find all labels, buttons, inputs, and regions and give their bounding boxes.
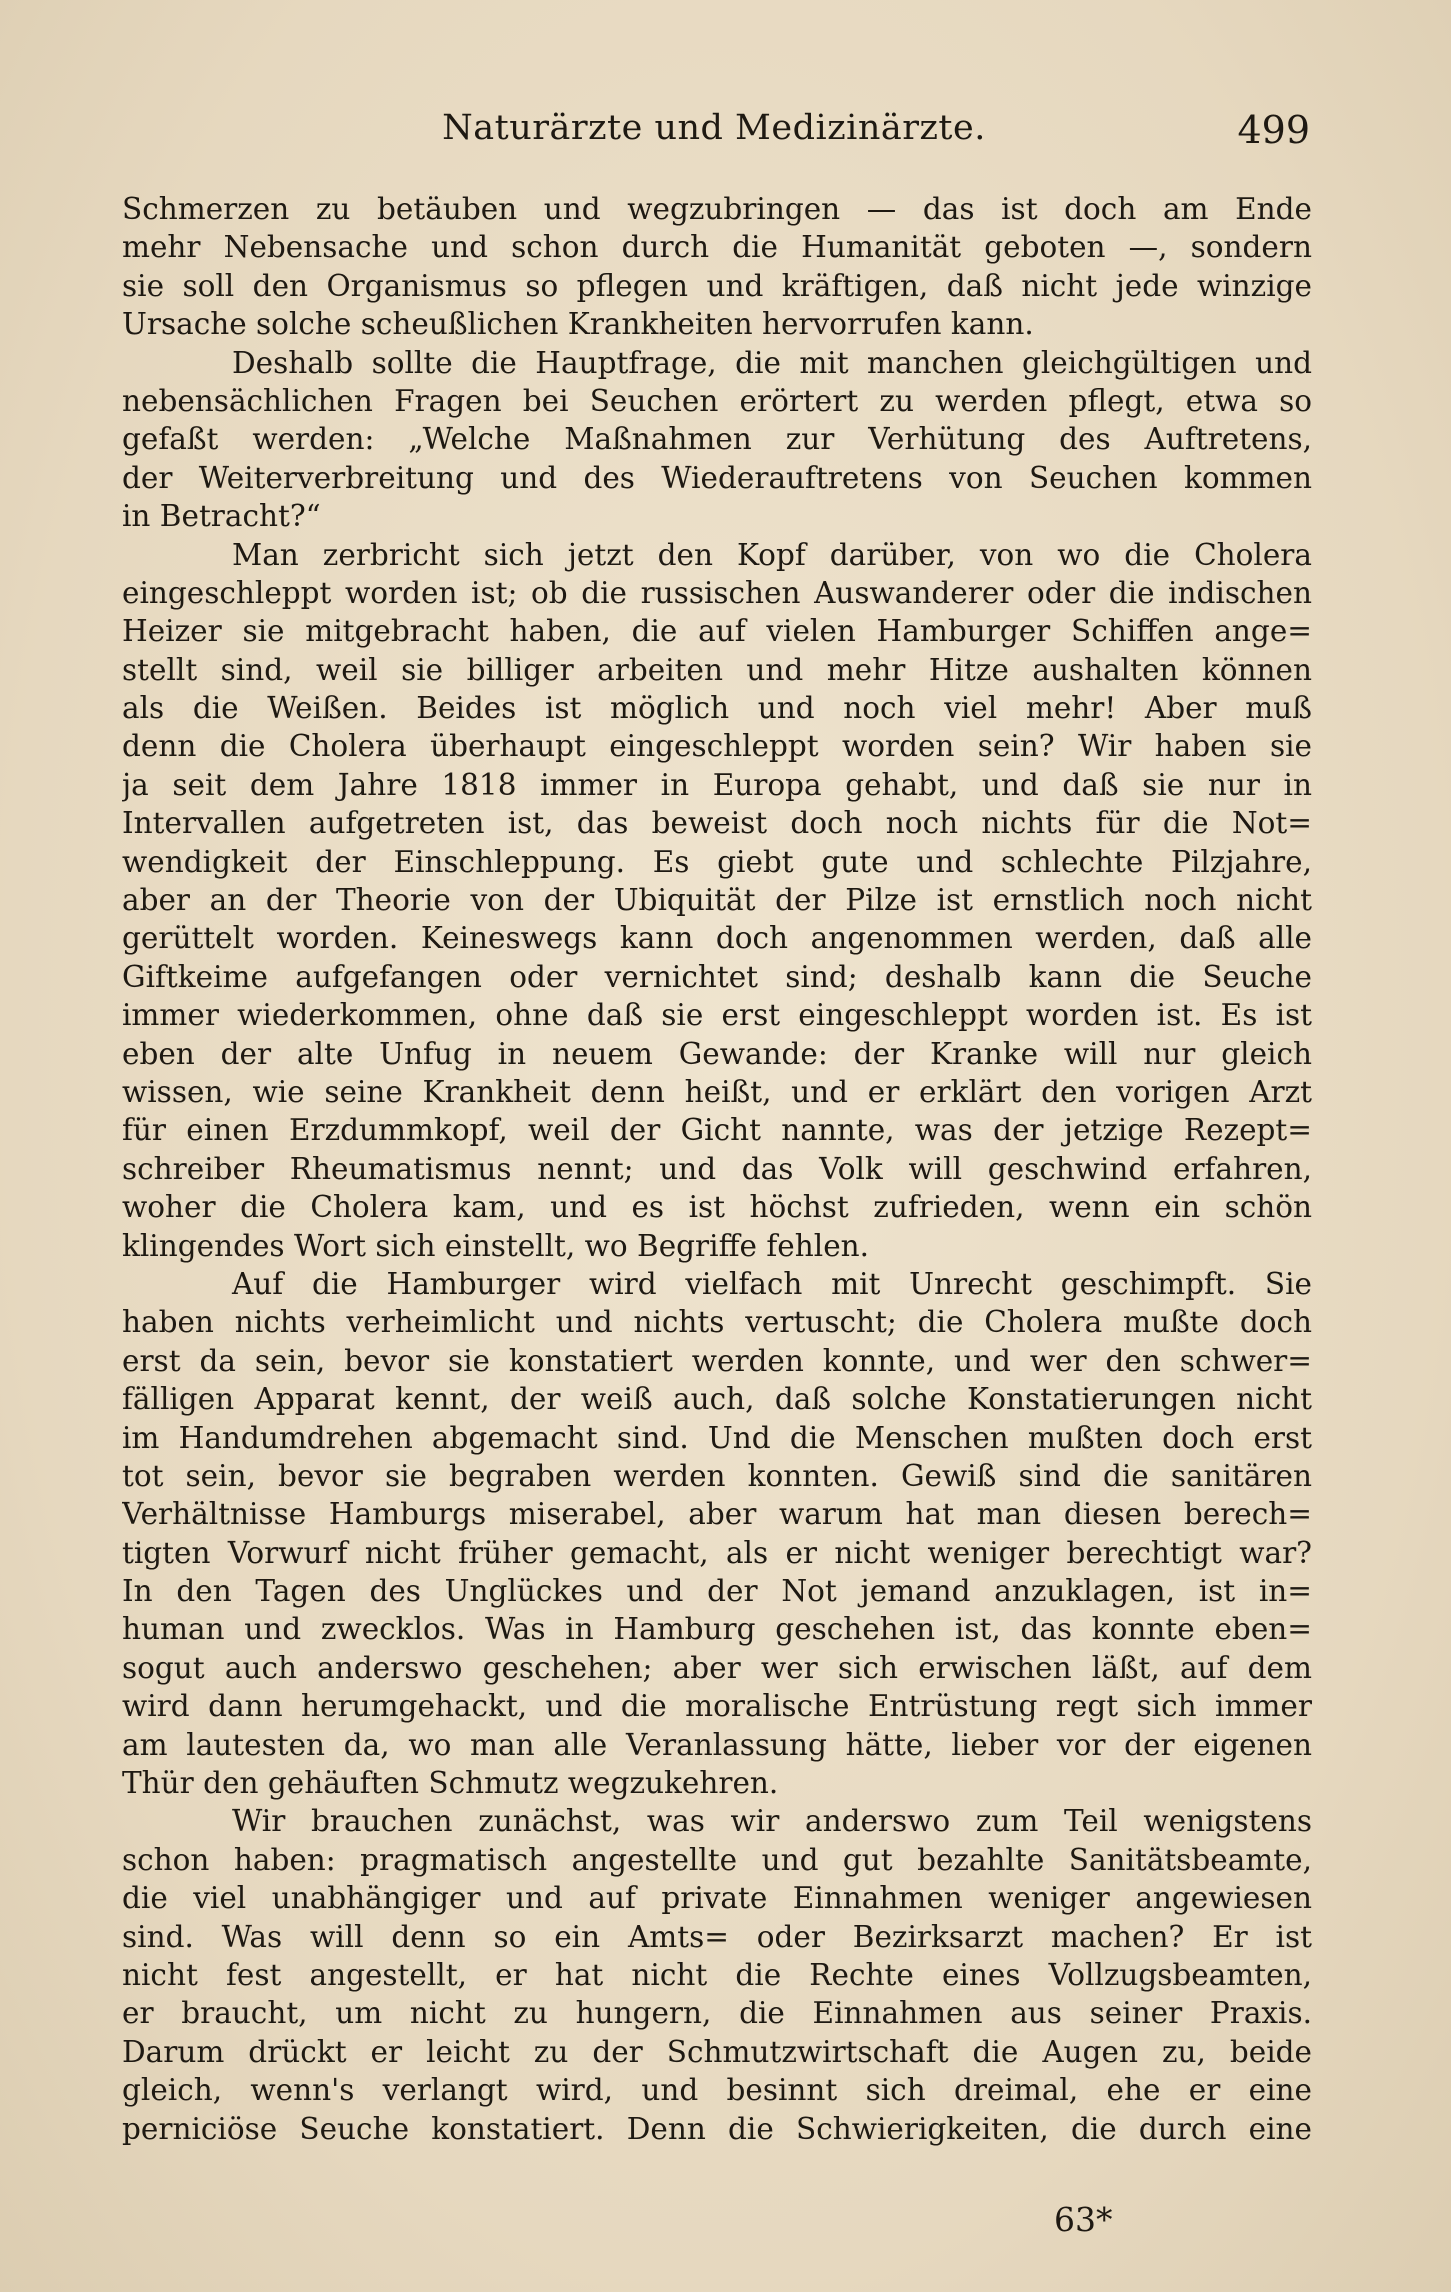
text-line: die viel unabhängiger und auf private Einnahmen weniger angewiesen bbox=[122, 1881, 1312, 1916]
text-line: human und zwecklos. Was in Hamburg geschehen ist, das konnte eben= bbox=[122, 1612, 1312, 1647]
text-line: haben nichts verheimlicht und nichts vertuscht; die Cholera mußte doch bbox=[122, 1305, 1312, 1340]
text-line: nicht fest angestellt, er hat nicht die Rechte eines Vollzugsbeamten, bbox=[122, 1957, 1312, 1992]
text-line: am lautesten da, wo man alle Veranlassung hätte, lieber vor der eigenen bbox=[122, 1727, 1312, 1762]
text-line: schreiber Rheumatismus nennt; und das Volk will geschwind erfahren, bbox=[122, 1151, 1312, 1186]
text-line: gefaßt werden: „Welche Maßnahmen zur Verhütung des Auftretens, bbox=[122, 422, 1312, 457]
text-line: Deshalb sollte die Hauptfrage, die mit manchen gleichgültigen und bbox=[232, 345, 1312, 380]
text-line: mehr Nebensache und schon durch die Humanität geboten —, sondern bbox=[122, 230, 1312, 265]
text-line: gleich, wenn's verlangt wird, und besinnt sich dreimal, ehe er eine bbox=[122, 2073, 1312, 2108]
text-line: woher die Cholera kam, und es ist höchst zufrieden, wenn ein schön bbox=[122, 1190, 1312, 1225]
text-line: gerüttelt worden. Keineswegs kann doch angenommen werden, daß alle bbox=[122, 921, 1312, 956]
text-line: sogut auch anderswo geschehen; aber wer sich erwischen läßt, auf dem bbox=[122, 1650, 1312, 1685]
text-line: wendigkeit der Einschleppung. Es giebt gute und schlechte Pilzjahre, bbox=[122, 844, 1312, 879]
text-line: Wir brauchen zunächst, was wir anderswo zum Teil wenigstens bbox=[232, 1804, 1312, 1839]
text-line: stellt sind, weil sie billiger arbeiten und mehr Hitze aushalten können bbox=[122, 652, 1312, 687]
text-line: wird dann herumgehackt, und die moralische Entrüstung regt sich immer bbox=[122, 1689, 1312, 1724]
text-line: schon haben: pragmatisch angestellte und gut bezahlte Sanitätsbeamte, bbox=[122, 1842, 1312, 1877]
text-line: klingendes Wort sich einstellt, wo Begriffe fehlen. bbox=[122, 1228, 870, 1263]
page-header bbox=[118, 102, 1310, 162]
text-line: im Handumdrehen abgemacht sind. Und die Menschen mußten doch erst bbox=[122, 1420, 1312, 1455]
text-line: Heizer sie mitgebracht haben, die auf vielen Hamburger Schiffen ange= bbox=[122, 614, 1312, 649]
body-text bbox=[122, 190, 1312, 2148]
text-line: Verhältnisse Hamburgs miserabel, aber warum hat man diesen berech= bbox=[122, 1497, 1312, 1532]
text-line: eingeschleppt worden ist; ob die russischen Auswanderer oder die indischen bbox=[122, 575, 1312, 610]
text-line: tigten Vorwurf nicht früher gemacht, als er nicht weniger berechtigt war? bbox=[122, 1535, 1312, 1570]
running-title: Naturärzte und Medizinärzte. bbox=[442, 108, 986, 148]
signature-mark: 63* bbox=[1054, 2200, 1113, 2239]
text-line: als die Weißen. Beides ist möglich und noch viel mehr! Aber muß bbox=[122, 691, 1312, 726]
text-line: tot sein, bevor sie begraben werden konnten. Gewiß sind die sanitären bbox=[122, 1458, 1312, 1493]
page-number: 499 bbox=[1237, 108, 1310, 152]
text-line: Ursache solche scheußlichen Krankheiten hervorrufen kann. bbox=[122, 307, 1034, 342]
text-line: Thür den gehäuften Schmutz wegzukehren. bbox=[122, 1766, 779, 1801]
text-line: ja seit dem Jahre 1818 immer in Europa gehabt, und daß sie nur in bbox=[122, 767, 1312, 802]
text-line: In den Tagen des Unglückes und der Not jemand anzuklagen, ist in= bbox=[122, 1574, 1312, 1609]
text-line: Schmerzen zu betäuben und wegzubringen — das ist doch am Ende bbox=[122, 192, 1312, 226]
text-line: nebensächlichen Fragen bei Seuchen erörtert zu werden pflegt, etwa so bbox=[122, 383, 1312, 418]
text-line: erst da sein, bevor sie konstatiert werden konnte, und wer den schwer= bbox=[122, 1343, 1312, 1378]
text-line: in Betracht?“ bbox=[122, 499, 321, 534]
text-line: für einen Erzdummkopf, weil der Gicht nannte, was der jetzige Rezept= bbox=[122, 1113, 1312, 1148]
text-line: fälligen Apparat kennt, der weiß auch, daß solche Konstatierungen nicht bbox=[122, 1382, 1312, 1417]
text-line: der Weiterverbreitung und des Wiederauftretens von Seuchen kommen bbox=[122, 460, 1312, 495]
text-line: immer wiederkommen, ohne daß sie erst eingeschleppt worden ist. Es ist bbox=[122, 998, 1312, 1033]
text-line: Auf die Hamburger wird vielfach mit Unrecht geschimpft. Sie bbox=[232, 1266, 1312, 1301]
text-line: er braucht, um nicht zu hungern, die Einnahmen aus seiner Praxis. bbox=[122, 1996, 1312, 2031]
text-line: wissen, wie seine Krankheit denn heißt, und er erklärt den vorigen Arzt bbox=[122, 1074, 1312, 1109]
text-line: eben der alte Unfug in neuem Gewande: der Kranke will nur gleich bbox=[122, 1036, 1312, 1071]
text-line: Darum drückt er leicht zu der Schmutzwirtschaft die Augen zu, beide bbox=[122, 2034, 1312, 2069]
text-line: sie soll den Organismus so pflegen und kräftigen, daß nicht jede winzige bbox=[122, 268, 1312, 303]
text-line: sind. Was will denn so ein Amts= oder Bezirksarzt machen? Er ist bbox=[122, 1919, 1312, 1954]
text-line: perniciöse Seuche konstatiert. Denn die Schwierigkeiten, die durch eine bbox=[122, 2111, 1312, 2146]
text-line: Intervallen aufgetreten ist, das beweist doch noch nichts für die Not= bbox=[122, 806, 1312, 841]
text-line: denn die Cholera überhaupt eingeschleppt worden sein? Wir haben sie bbox=[122, 729, 1312, 764]
text-line: Giftkeime aufgefangen oder vernichtet sind; deshalb kann die Seuche bbox=[122, 959, 1312, 994]
text-line: Man zerbricht sich jetzt den Kopf darüber, von wo die Cholera bbox=[232, 537, 1312, 572]
text-line: aber an der Theorie von der Ubiquität der Pilze ist ernstlich noch nicht bbox=[122, 883, 1312, 918]
